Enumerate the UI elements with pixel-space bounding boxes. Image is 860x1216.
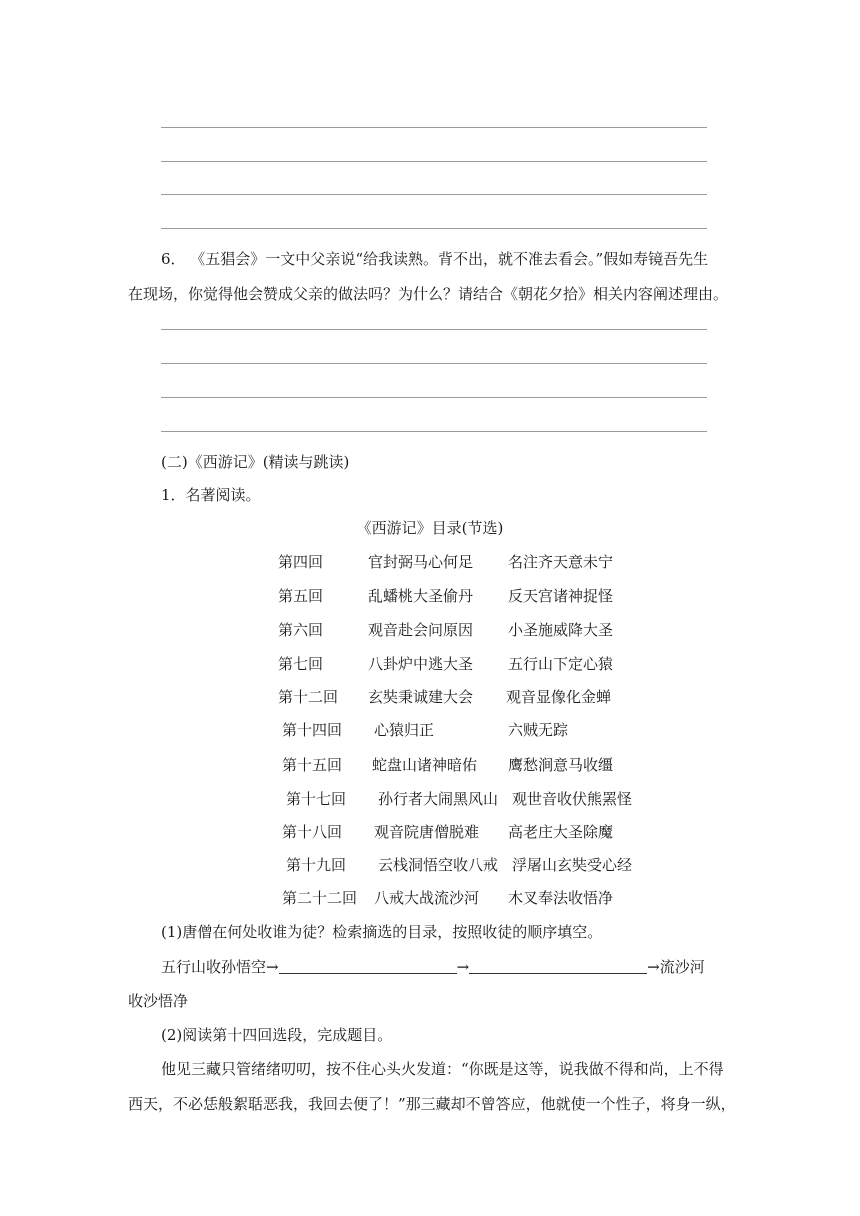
chapter-title-b: 反天宫诸神捉怪 bbox=[508, 587, 614, 605]
chapter-title-a: 玄奘秉诚建大会 bbox=[368, 688, 474, 706]
answer-line[interactable] bbox=[161, 161, 707, 162]
toc-title: 《西游记》目录(节选) bbox=[356, 519, 504, 537]
chapter-number: 第十九回 bbox=[286, 856, 347, 874]
passage-line-1: 他见三藏只管绪绪叨叨，按不住心头火发道：“你既是这等，说我做不得和尚，上不得 bbox=[161, 1060, 724, 1078]
fill-start-text: 五行山收孙悟空→ bbox=[161, 958, 279, 976]
chapter-title-b: 名注齐天意未宁 bbox=[508, 553, 614, 571]
chapter-title-a: 观音院唐僧脱难 bbox=[374, 823, 480, 841]
chapter-title-b: 小圣施威降大圣 bbox=[508, 621, 614, 639]
chapter-number: 第十五回 bbox=[282, 756, 343, 774]
sub-question-1: (1)唐僧在何处收谁为徒？检索摘选的目录，按照收徒的顺序填空。 bbox=[161, 923, 603, 941]
chapter-number: 第十八回 bbox=[282, 823, 343, 841]
chapter-title-b: 六贼无踪 bbox=[508, 721, 569, 739]
answer-line[interactable] bbox=[161, 431, 707, 432]
chapter-title-a: 乱蟠桃大圣偷丹 bbox=[368, 587, 474, 605]
question-6-line2: 在现场，你觉得他会赞成父亲的做法吗？为什么？请结合《朝花夕拾》相关内容阐述理由。 bbox=[128, 285, 729, 303]
chapter-title-a: 孙行者大闹黑风山 bbox=[378, 790, 499, 808]
chapter-number: 第十二回 bbox=[278, 688, 339, 706]
chapter-number: 第二十二回 bbox=[282, 889, 358, 907]
fill-in-row bbox=[161, 957, 705, 977]
answer-line[interactable] bbox=[161, 397, 707, 398]
answer-line[interactable] bbox=[161, 194, 707, 195]
chapter-title-a: 蛇盘山诸神暗佑 bbox=[372, 756, 478, 774]
chapter-title-b: 鹰愁涧意马收缰 bbox=[508, 756, 614, 774]
chapter-title-b: 浮屠山玄奘受心经 bbox=[512, 856, 633, 874]
chapter-number: 第七回 bbox=[278, 655, 324, 673]
fill-end-text: →流沙河 bbox=[647, 958, 705, 976]
sub-question-2: (2)阅读第十四回选段，完成题目。 bbox=[161, 1026, 393, 1044]
chapter-title-b: 五行山下定心猿 bbox=[508, 655, 614, 673]
answer-line[interactable] bbox=[161, 127, 707, 128]
chapter-number: 第五回 bbox=[278, 587, 324, 605]
chapter-title-a: 观音赴会问原因 bbox=[368, 621, 474, 639]
item-1-label: 1．名著阅读。 bbox=[161, 486, 261, 504]
chapter-title-a: 心猿归正 bbox=[374, 721, 435, 739]
answer-line[interactable] bbox=[161, 329, 707, 330]
answer-line[interactable] bbox=[161, 228, 707, 229]
fill-blank-2[interactable] bbox=[469, 959, 647, 974]
question-6-line1: 6． 《五猖会》一文中父亲说“给我读熟。背不出，就不准去看会。”假如寿镜吾先生 bbox=[161, 250, 709, 268]
chapter-number: 第六回 bbox=[278, 621, 324, 639]
chapter-title-a: 官封弼马心何足 bbox=[368, 553, 474, 571]
passage-line-2: 西天，不必恁般絮聒恶我，我回去便了！”那三藏却不曾答应，他就使一个性子，将身一纵， bbox=[128, 1095, 736, 1113]
section-heading: (二)《西游记》(精读与跳读) bbox=[161, 453, 350, 471]
chapter-title-a: 云栈洞悟空收八戒 bbox=[378, 856, 499, 874]
fill-arrow: → bbox=[456, 958, 470, 976]
fill-blank-1[interactable] bbox=[279, 959, 457, 974]
chapter-number: 第十四回 bbox=[282, 721, 343, 739]
chapter-title-b: 观音显像化金蝉 bbox=[506, 688, 612, 706]
fill-in-row-2: 收沙悟净 bbox=[128, 992, 189, 1010]
chapter-number: 第四回 bbox=[278, 553, 324, 571]
chapter-title-b: 木叉奉法收悟净 bbox=[508, 889, 614, 907]
chapter-title-b: 高老庄大圣除魔 bbox=[508, 823, 614, 841]
chapter-title-b: 观世音收伏熊罴怪 bbox=[512, 790, 633, 808]
chapter-number: 第十七回 bbox=[286, 790, 347, 808]
answer-line[interactable] bbox=[161, 363, 707, 364]
chapter-title-a: 八卦炉中逃大圣 bbox=[368, 655, 474, 673]
chapter-title-a: 八戒大战流沙河 bbox=[374, 889, 480, 907]
